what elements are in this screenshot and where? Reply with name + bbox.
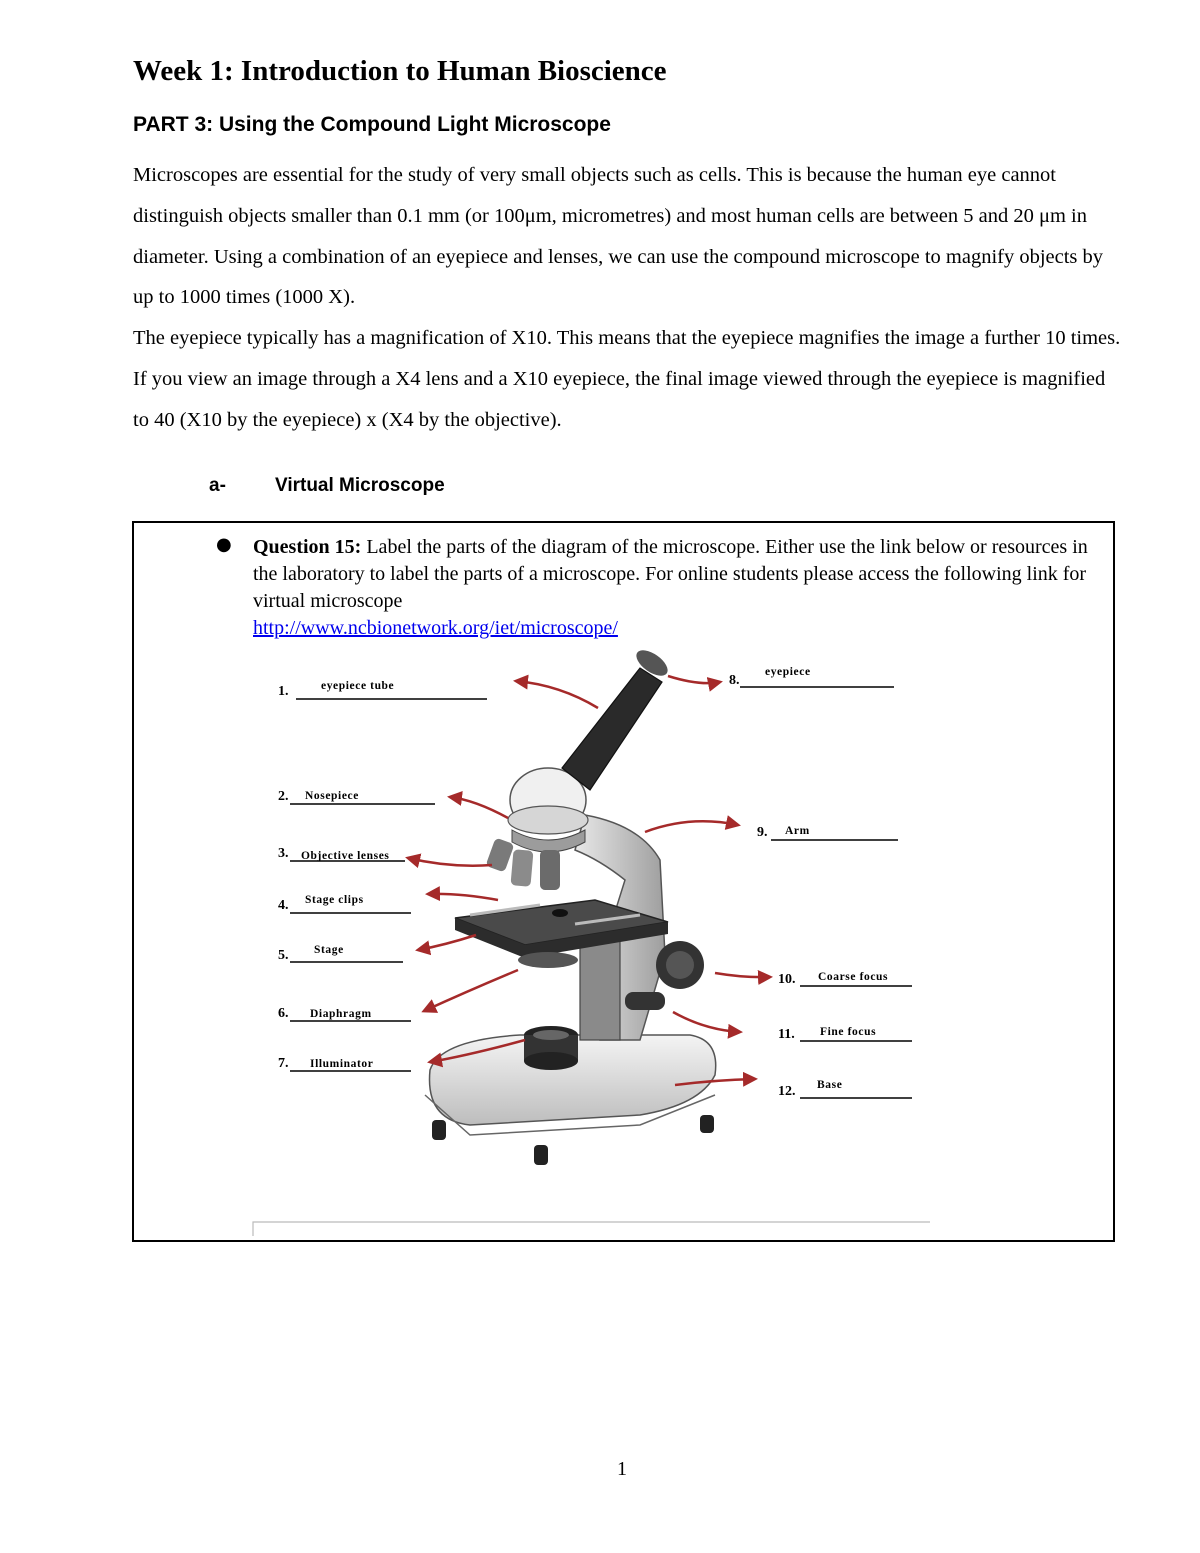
label-num-7: 7. — [278, 1056, 289, 1071]
image-frame-edge — [253, 1222, 930, 1236]
label-num-9: 9. — [757, 825, 768, 840]
label-answer-8: eyepiece — [765, 666, 811, 678]
virtual-microscope-link[interactable]: http://www.ncbionetwork.org/iet/microscope/ — [253, 617, 618, 639]
label-answer-3: Objective lenses — [301, 850, 390, 862]
label-num-11: 11. — [778, 1027, 795, 1042]
label-num-10: 10. — [778, 972, 796, 987]
section-title: Virtual Microscope — [275, 475, 445, 496]
body-text — [133, 155, 1123, 441]
label-answer-2: Nosepiece — [305, 790, 359, 802]
label-num-5: 5. — [278, 948, 289, 963]
question-text: Label the parts of the diagram of the microscope. Either use the link below or resources in the laboratory to label the parts of a microscope. For online students please access the following link for virtual microscope — [253, 536, 1088, 612]
page-number: 1 — [617, 1458, 627, 1480]
label-answer-5: Stage — [314, 944, 344, 956]
microscope-diagram — [250, 640, 930, 1240]
label-answer-6: Diaphragm — [310, 1008, 372, 1020]
label-answer-7: Illuminator — [310, 1058, 374, 1070]
paragraph-2: The eyepiece typically has a magnification of X10. This means that the eyepiece magnifies the image a further 10 times. If you view an image through a X4 lens and a X10 eyepiece, the final image viewed through the eyepiece is magnified to 40 (X10 by the eyepiece) x (X4 by the objective). — [133, 327, 1121, 431]
label-answer-11: Fine focus — [820, 1026, 877, 1038]
page-title: Week 1: Introduction to Human Bioscience — [133, 55, 667, 87]
question-label: Question 15: — [253, 536, 362, 558]
section-marker: a- — [209, 475, 226, 496]
label-num-4: 4. — [278, 898, 289, 913]
label-answer-10: Coarse focus — [818, 971, 889, 983]
label-num-1: 1. — [278, 684, 289, 699]
label-num-6: 6. — [278, 1006, 289, 1021]
label-num-12: 12. — [778, 1084, 796, 1099]
bullet-icon: ● — [216, 534, 232, 555]
question-15 — [253, 534, 1113, 642]
label-num-8: 8. — [729, 673, 740, 688]
label-answer-1: eyepiece tube — [321, 680, 395, 692]
microscope-illustration — [425, 645, 716, 1165]
part-heading: PART 3: Using the Compound Light Microscope — [133, 113, 611, 136]
label-answer-12: Base — [817, 1079, 843, 1091]
label-answer-4: Stage clips — [305, 894, 364, 906]
label-num-3: 3. — [278, 846, 289, 861]
label-num-2: 2. — [278, 789, 289, 804]
label-answer-9: Arm — [785, 825, 810, 837]
paragraph-1: Microscopes are essential for the study of very small objects such as cells. This is because the human eye cannot distinguish objects smaller than 0.1 mm (or 100μm, micrometres) and most human cells are between 5 and 20 μm in diameter. Using a combination of an eyepiece and lenses, we can use the compound microscope to magnify objects by up to 1000 times (1000 X). — [133, 164, 1104, 309]
